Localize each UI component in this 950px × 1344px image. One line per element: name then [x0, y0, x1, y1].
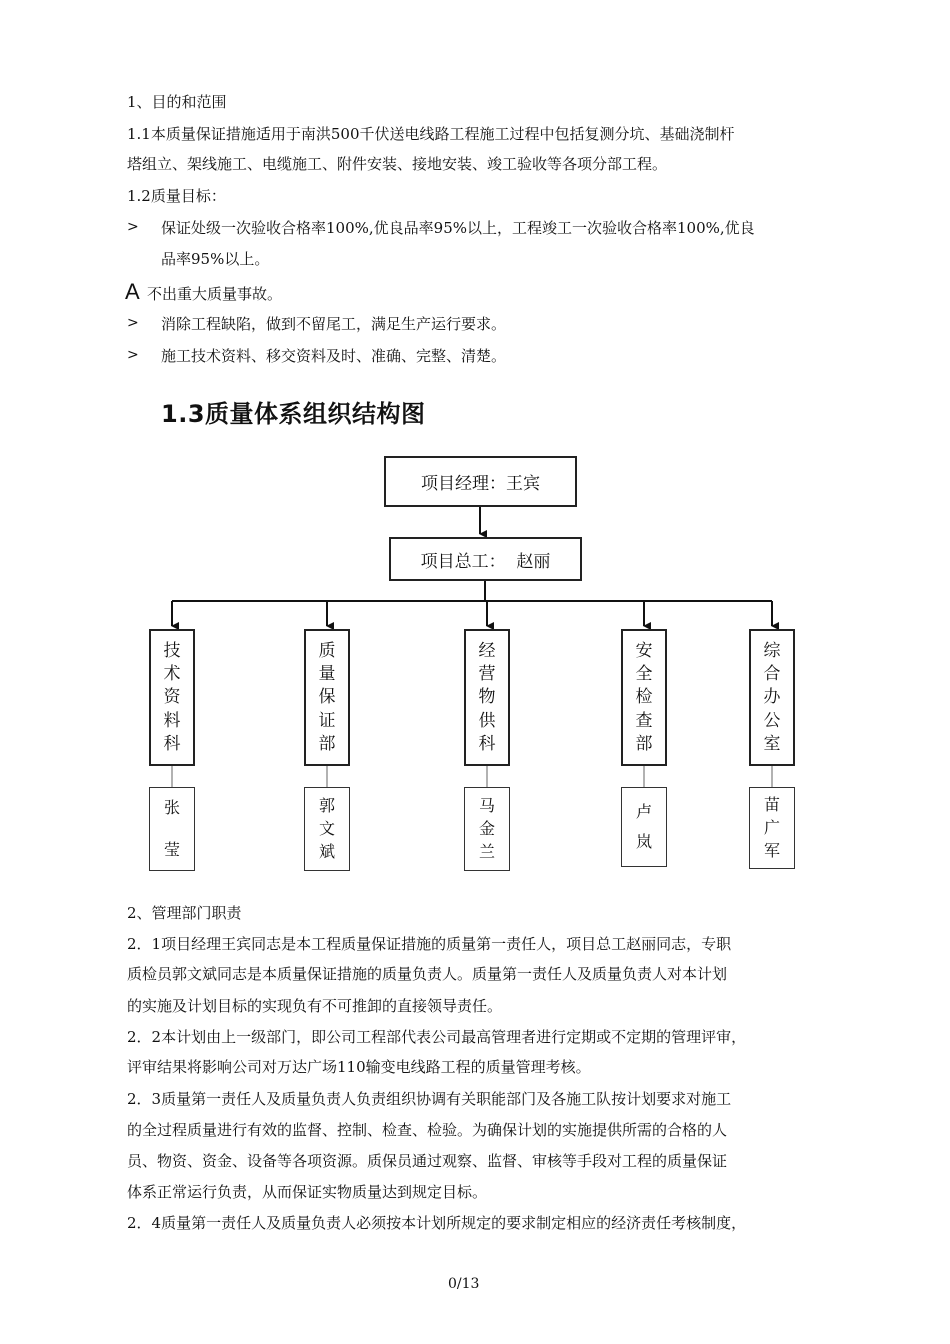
dept-char: 营: [478, 664, 496, 685]
person-char: 岚: [635, 832, 652, 851]
paragraph-2-3-line: 体系正常运行负责，从而保证实物质量达到规定目标。: [127, 1183, 488, 1201]
person-char: 卢: [635, 802, 652, 821]
paragraph-2-2-line: 评审结果将影响公司对万达广场110输变电线路工程的质量管理考核。: [127, 1058, 591, 1076]
bullet-4-text: 施工技术资料、移交资料及时、准确、完整、清楚。: [161, 347, 507, 365]
dept-char: 部: [318, 734, 336, 755]
person-char: 兰: [478, 842, 495, 862]
person-char: 文: [318, 818, 335, 838]
dept-char: 科: [478, 734, 496, 755]
person-box-3: [464, 787, 510, 871]
person-box-2: [304, 787, 350, 871]
paragraph-2-1-line: 2．1项目经理王宾同志是本工程质量保证措施的质量第一责任人，项目总工赵丽同志，专职: [127, 935, 732, 953]
dept-char: 质: [318, 640, 336, 661]
bullet-arrow-icon: >: [127, 315, 139, 331]
section1-title: 1、目的和范围: [127, 93, 227, 111]
dept-box-5: [749, 629, 795, 766]
dept-char: 部: [635, 734, 653, 755]
person-char: 莹: [163, 840, 180, 859]
bullet-arrow-icon: >: [127, 219, 139, 235]
dept-box-4: [621, 629, 667, 766]
dept-char: 检: [635, 687, 653, 708]
dept-char: 料: [163, 710, 181, 731]
org-top-label: 项目经理：王宾: [421, 474, 540, 494]
dept-char: 证: [318, 710, 336, 731]
bullet-3-text: 消除工程缺陷，做到不留尾工，满足生产运行要求。: [161, 315, 507, 333]
heading-1-3: 1.3质量体系组织结构图: [161, 400, 426, 428]
section2-title: 2、管理部门职责: [127, 904, 242, 922]
dept-char: 术: [163, 664, 181, 685]
bullet-1-line2: 品率95%以上。: [161, 250, 270, 268]
dept-char: 办: [763, 687, 781, 708]
dept-char: 资: [163, 687, 181, 708]
dept-char: 公: [763, 710, 781, 731]
person-char: 广: [763, 817, 780, 837]
paragraph-1-1-line2: 塔组立、架线施工、电缆施工、附件安装、接地安装、竣工验收等各项分部工程。: [127, 155, 668, 173]
dept-char: 室: [763, 734, 781, 755]
person-char: 军: [763, 840, 780, 860]
dept-char: 安: [635, 640, 653, 661]
dept-char: 技: [163, 640, 181, 661]
person-char: 张: [163, 798, 180, 817]
dept-char: 供: [478, 710, 496, 731]
person-box-5: [749, 787, 795, 869]
dept-char: 科: [163, 734, 181, 755]
paragraph-2-4-line: 2．4质量第一责任人及质量负责人必须按本计划所规定的要求制定相应的经济责任考核制度，: [127, 1214, 747, 1232]
dept-char: 保: [318, 687, 336, 708]
bullet-1-line1: 保证处级一次验收合格率100%,优良品率95%以上，工程竣工一次验收合格率100%,优良: [161, 219, 755, 237]
dept-box-2: [304, 629, 350, 766]
person-char: 斌: [318, 842, 335, 862]
dept-char: 综: [763, 640, 781, 661]
paragraph-2-1-line: 的实施及计划目标的实现负有不可推卸的直接领导责任。: [127, 997, 503, 1015]
org-second-box: [389, 537, 582, 581]
dept-char: 经: [478, 640, 496, 661]
bullet-2-text: 不出重大质量事故。: [147, 285, 283, 303]
person-char: 金: [478, 818, 495, 838]
org-top-box: [384, 456, 577, 507]
dept-char: 物: [478, 687, 496, 708]
dept-char: 全: [635, 664, 653, 685]
bullet-arrow-icon: >: [127, 347, 139, 363]
org-second-label: 项目总工： 赵丽: [420, 551, 551, 572]
dept-box-3: [464, 629, 510, 766]
person-box-4: [621, 787, 667, 867]
paragraph-2-3-line: 的全过程质量进行有效的监督、控制、检查、检验。为确保计划的实施提供所需的合格的人: [127, 1121, 728, 1139]
person-box-1: [149, 787, 195, 871]
person-char: 苗: [763, 795, 780, 815]
paragraph-2-3-line: 员、物资、资金、设备等各项资源。质保员通过观察、监督、审核等手段对工程的质量保证: [127, 1152, 728, 1170]
paragraph-1-2-title: 1.2质量目标：: [127, 187, 226, 205]
paragraph-2-3-line: 2．3质量第一责任人及质量负责人负责组织协调有关职能部门及各施工队按计划要求对施工: [127, 1090, 732, 1108]
dept-char: 查: [635, 710, 653, 731]
dept-char: 量: [318, 664, 336, 685]
bullet-a-mark: A: [125, 279, 140, 304]
paragraph-2-1-line: 质检员郭文斌同志是本质量保证措施的质量负责人。质量第一责任人及质量负责人对本计划: [127, 965, 728, 983]
paragraph-2-2-line: 2．2本计划由上一级部门，即公司工程部代表公司最高管理者进行定期或不定期的管理评审，: [127, 1028, 747, 1046]
dept-box-1: [149, 629, 195, 766]
person-char: 马: [478, 795, 495, 815]
dept-char: 合: [763, 664, 781, 685]
page-number: 0/13: [448, 1276, 480, 1292]
paragraph-1-1-line1: 1.1本质量保证措施适用于南洪500千伏送电线路工程施工过程中包括复测分坑、基础浇制杆: [127, 125, 735, 143]
person-char: 郭: [318, 795, 335, 815]
